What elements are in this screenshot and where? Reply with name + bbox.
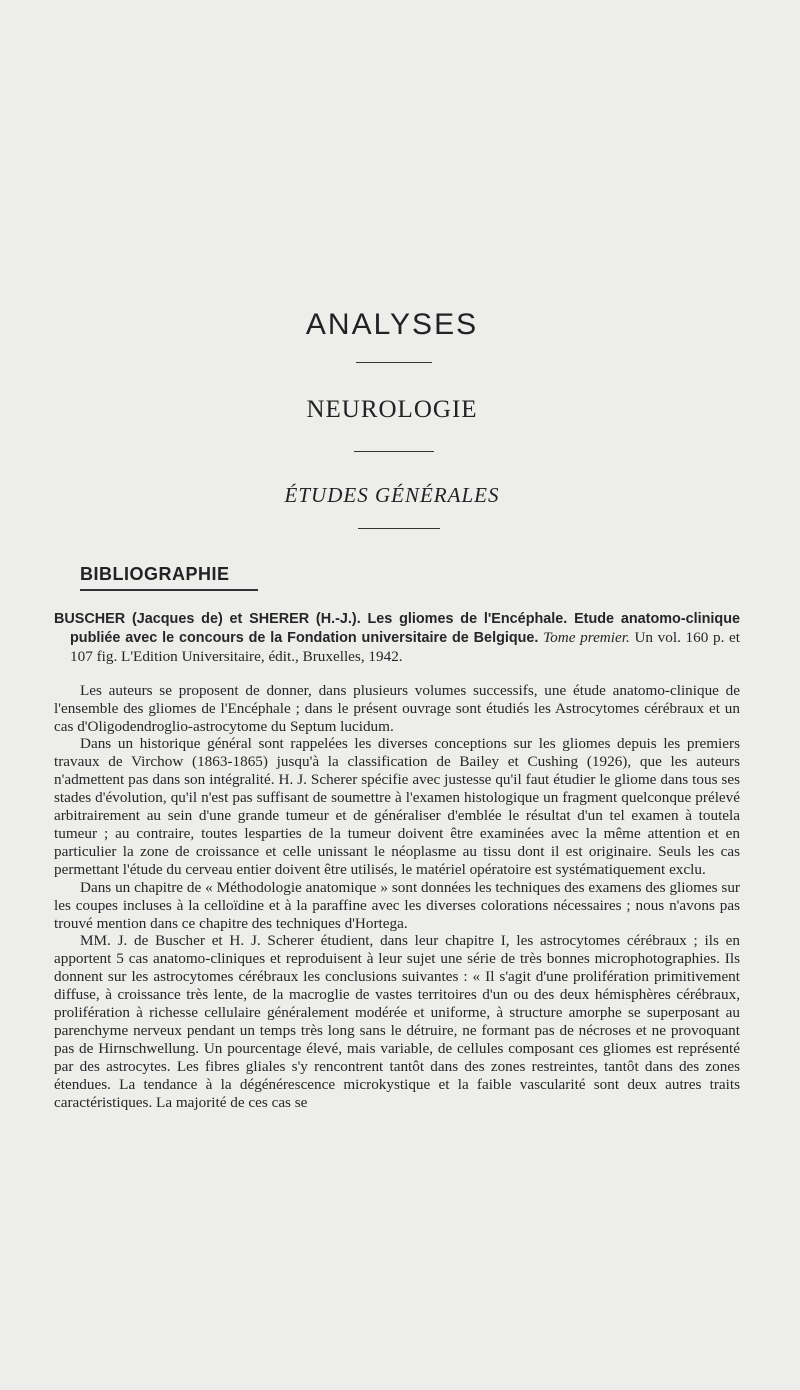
reference-volume: Tome premier. — [543, 628, 630, 646]
paragraph: Dans un chapitre de « Méthodologie anatomique » sont données les techniques des examens des gliomes sur les coupes incluses à la celloïdine et à la paraffine avec les diverses colorations nécessaires ; nous n'avons pas trouvé mention dans ce chapitre des techniques d'Hortega. — [54, 878, 740, 932]
bibliographic-reference — [54, 610, 740, 666]
section-title: ANALYSES — [305, 308, 479, 341]
subsection-title: NEUROLOGIE — [306, 396, 478, 423]
paragraph: Dans un historique général sont rappelées les diverses conceptions sur les gliomes depuis les premiers travaux de Virchow (1863-1865) jusqu'à la classification de Bailey et Cushing (1926), que les auteurs n'admettent pas dans son intégralité. H. J. Scherer spécifie avec justesse qu'il faut étudier le gliome dans tous ses stades d'évolution, qu'il n'est pas suffisant de soumettre à l'examen histologique un fragment quelconque prélevé arbitrairement au sein d'une grande tumeur et de généraliser d'emblée le résultat d'un tel examen à toutela tumeur ; au contraire, toutes lesparties de la tumeur doivent être examinées avec la même attention et en particulier la zone de croissance et celle unissant le néoplasme au tissu dont il est originaire. Seuls les cas permettant l'étude du cerveau entier doivent être utilisés, le matériel opératoire est systématiquement exclu. — [54, 735, 740, 878]
paragraph: Les auteurs se proposent de donner, dans plusieurs volumes successifs, une étude anatomo-clinique de l'ensemble des gliomes de l'Encéphale ; dans le présent ouvrage sont étudiés les Astrocytomes cérébraux et un cas d'Oligodendroglio-astrocytome du Septum lucidum. — [54, 681, 740, 735]
bibliography-heading: BIBLIOGRAPHIE — [80, 564, 230, 584]
bibliography-underline — [80, 589, 258, 591]
category-title: ÉTUDES GÉNÉRALES — [284, 483, 500, 507]
title-divider — [356, 362, 432, 363]
reference-details: Un vol. 160 p. et 107 fig. L'Edition Universitaire, édit., Bruxelles, 1942. — [70, 628, 740, 665]
article-body — [54, 610, 740, 1111]
reference-authors-title: BUSCHER (Jacques de) et SHERER (H.-J.). Les gliomes de l'Encéphale. Etude anatomo-clinique publiée avec le concours de la Fondation universitaire de Belgique. — [54, 611, 740, 646]
category-divider — [358, 528, 440, 529]
paragraph: MM. J. de Buscher et H. J. Scherer étudient, dans leur chapitre I, les astrocytomes cérébraux ; ils en apportent 5 cas anatomo-cliniques et reproduisent à leur sujet une série de très bonnes microphotographies. Ils donnent sur les astrocytomes cérébraux les conclusions suivantes : « Il s'agit d'une prolifération primitivement diffuse, à croissance très lente, de la macroglie de vastes territoires d'un ou des deux hémisphères cérébraux, prolifération à richesse cellulaire généralement modérée et uniforme, à structure amorphe se superposant au parenchyme nerveux pendant un temps très long sans le détruire, ne formant pas de nécroses et ne provoquant pas de Hirnschwellung. Un pourcentage élevé, mais variable, de cellules composant ces gliomes est représenté par des astrocytes. Les fibres gliales s'y rencontrent tantôt dans des zones restreintes, tantôt dans des zones étendues. La tendance à la dégénérescence microkystique et la faible vascularité sont deux autres traits caractéristiques. La majorité de ces cas se — [54, 932, 740, 1111]
subsection-divider — [354, 451, 434, 452]
